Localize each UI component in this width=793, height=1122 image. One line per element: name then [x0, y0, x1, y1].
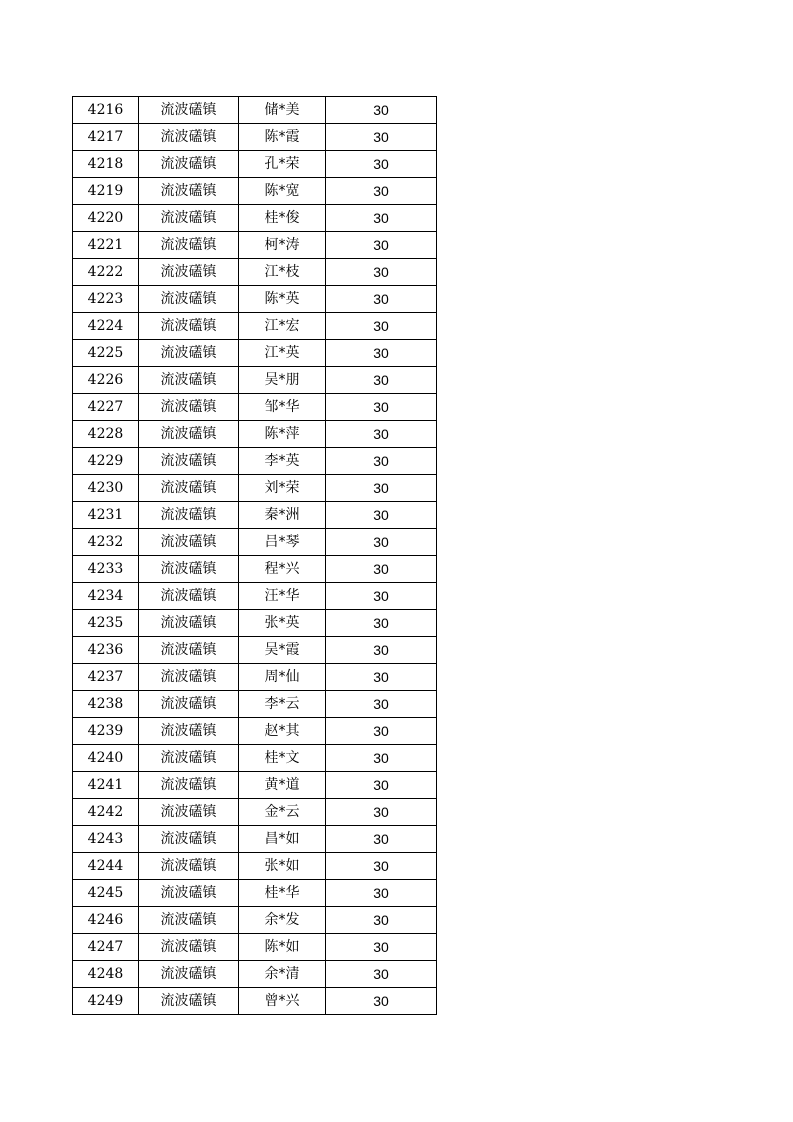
cell-serial-number: 4237	[73, 664, 139, 691]
cell-town: 流波礚镇	[139, 151, 239, 178]
table-row	[73, 178, 437, 205]
table-row	[73, 502, 437, 529]
cell-person-name: 刘*荣	[239, 475, 326, 502]
cell-amount: 30	[326, 610, 437, 637]
cell-amount: 30	[326, 124, 437, 151]
cell-amount: 30	[326, 853, 437, 880]
cell-town: 流波礚镇	[139, 340, 239, 367]
cell-town: 流波礚镇	[139, 313, 239, 340]
table-row	[73, 394, 437, 421]
cell-amount: 30	[326, 475, 437, 502]
table-row	[73, 529, 437, 556]
cell-person-name: 秦*洲	[239, 502, 326, 529]
cell-serial-number: 4241	[73, 772, 139, 799]
table-row	[73, 799, 437, 826]
cell-person-name: 余*清	[239, 961, 326, 988]
cell-serial-number: 4218	[73, 151, 139, 178]
table-row	[73, 556, 437, 583]
table-row	[73, 232, 437, 259]
table-row	[73, 934, 437, 961]
cell-town: 流波礚镇	[139, 583, 239, 610]
cell-town: 流波礚镇	[139, 475, 239, 502]
data-sheet	[72, 96, 437, 1015]
cell-serial-number: 4236	[73, 637, 139, 664]
table-row	[73, 340, 437, 367]
cell-town: 流波礚镇	[139, 691, 239, 718]
cell-amount: 30	[326, 718, 437, 745]
cell-serial-number: 4225	[73, 340, 139, 367]
cell-amount: 30	[326, 502, 437, 529]
table-row	[73, 718, 437, 745]
cell-serial-number: 4216	[73, 97, 139, 124]
table-row	[73, 961, 437, 988]
cell-town: 流波礚镇	[139, 799, 239, 826]
cell-amount: 30	[326, 826, 437, 853]
table-row	[73, 610, 437, 637]
cell-person-name: 汪*华	[239, 583, 326, 610]
cell-serial-number: 4245	[73, 880, 139, 907]
cell-serial-number: 4229	[73, 448, 139, 475]
cell-serial-number: 4242	[73, 799, 139, 826]
cell-person-name: 昌*如	[239, 826, 326, 853]
cell-serial-number: 4238	[73, 691, 139, 718]
cell-serial-number: 4222	[73, 259, 139, 286]
cell-person-name: 金*云	[239, 799, 326, 826]
table-row	[73, 826, 437, 853]
table-row	[73, 448, 437, 475]
table-row	[73, 583, 437, 610]
cell-serial-number: 4231	[73, 502, 139, 529]
cell-amount: 30	[326, 556, 437, 583]
cell-person-name: 张*英	[239, 610, 326, 637]
cell-amount: 30	[326, 448, 437, 475]
cell-town: 流波礚镇	[139, 880, 239, 907]
cell-person-name: 桂*俊	[239, 205, 326, 232]
cell-person-name: 吕*琴	[239, 529, 326, 556]
cell-person-name: 江*宏	[239, 313, 326, 340]
cell-serial-number: 4240	[73, 745, 139, 772]
table-row	[73, 907, 437, 934]
cell-amount: 30	[326, 583, 437, 610]
cell-person-name: 孔*荣	[239, 151, 326, 178]
cell-person-name: 陈*宽	[239, 178, 326, 205]
cell-town: 流波礚镇	[139, 232, 239, 259]
cell-serial-number: 4230	[73, 475, 139, 502]
cell-town: 流波礚镇	[139, 178, 239, 205]
cell-serial-number: 4232	[73, 529, 139, 556]
cell-town: 流波礚镇	[139, 772, 239, 799]
cell-serial-number: 4234	[73, 583, 139, 610]
cell-town: 流波礚镇	[139, 745, 239, 772]
cell-person-name: 储*美	[239, 97, 326, 124]
cell-person-name: 桂*华	[239, 880, 326, 907]
cell-serial-number: 4217	[73, 124, 139, 151]
table-row	[73, 772, 437, 799]
table-row	[73, 880, 437, 907]
cell-amount: 30	[326, 178, 437, 205]
table-row	[73, 691, 437, 718]
cell-person-name: 柯*涛	[239, 232, 326, 259]
cell-person-name: 黄*道	[239, 772, 326, 799]
cell-town: 流波礚镇	[139, 556, 239, 583]
cell-town: 流波礚镇	[139, 97, 239, 124]
cell-town: 流波礚镇	[139, 664, 239, 691]
cell-amount: 30	[326, 799, 437, 826]
cell-person-name: 吴*霞	[239, 637, 326, 664]
cell-amount: 30	[326, 529, 437, 556]
cell-person-name: 桂*文	[239, 745, 326, 772]
cell-serial-number: 4228	[73, 421, 139, 448]
cell-amount: 30	[326, 286, 437, 313]
cell-person-name: 陈*霞	[239, 124, 326, 151]
table-row	[73, 286, 437, 313]
cell-serial-number: 4226	[73, 367, 139, 394]
cell-person-name: 赵*其	[239, 718, 326, 745]
cell-person-name: 曾*兴	[239, 988, 326, 1015]
cell-person-name: 吴*朋	[239, 367, 326, 394]
cell-person-name: 江*英	[239, 340, 326, 367]
table-row	[73, 205, 437, 232]
cell-town: 流波礚镇	[139, 610, 239, 637]
cell-amount: 30	[326, 637, 437, 664]
cell-person-name: 程*兴	[239, 556, 326, 583]
records-table	[72, 96, 437, 1015]
cell-amount: 30	[326, 151, 437, 178]
cell-town: 流波礚镇	[139, 826, 239, 853]
cell-serial-number: 4227	[73, 394, 139, 421]
cell-serial-number: 4233	[73, 556, 139, 583]
cell-amount: 30	[326, 907, 437, 934]
table-row	[73, 637, 437, 664]
cell-amount: 30	[326, 421, 437, 448]
cell-serial-number: 4223	[73, 286, 139, 313]
cell-town: 流波礚镇	[139, 205, 239, 232]
cell-person-name: 邹*华	[239, 394, 326, 421]
cell-person-name: 陈*萍	[239, 421, 326, 448]
cell-person-name: 江*枝	[239, 259, 326, 286]
cell-town: 流波礚镇	[139, 421, 239, 448]
cell-person-name: 周*仙	[239, 664, 326, 691]
cell-serial-number: 4221	[73, 232, 139, 259]
cell-amount: 30	[326, 880, 437, 907]
cell-town: 流波礚镇	[139, 988, 239, 1015]
cell-town: 流波礚镇	[139, 259, 239, 286]
cell-person-name: 陈*如	[239, 934, 326, 961]
table-row	[73, 313, 437, 340]
cell-serial-number: 4246	[73, 907, 139, 934]
table-row	[73, 97, 437, 124]
cell-serial-number: 4247	[73, 934, 139, 961]
cell-town: 流波礚镇	[139, 853, 239, 880]
cell-serial-number: 4249	[73, 988, 139, 1015]
cell-town: 流波礚镇	[139, 934, 239, 961]
cell-town: 流波礚镇	[139, 448, 239, 475]
cell-town: 流波礚镇	[139, 961, 239, 988]
cell-person-name: 李*云	[239, 691, 326, 718]
cell-amount: 30	[326, 232, 437, 259]
table-row	[73, 151, 437, 178]
table-row	[73, 475, 437, 502]
table-row	[73, 421, 437, 448]
cell-amount: 30	[326, 772, 437, 799]
table-row	[73, 664, 437, 691]
cell-serial-number: 4235	[73, 610, 139, 637]
cell-town: 流波礚镇	[139, 502, 239, 529]
cell-serial-number: 4239	[73, 718, 139, 745]
cell-amount: 30	[326, 664, 437, 691]
cell-serial-number: 4243	[73, 826, 139, 853]
table-row	[73, 124, 437, 151]
cell-serial-number: 4224	[73, 313, 139, 340]
cell-town: 流波礚镇	[139, 907, 239, 934]
cell-person-name: 陈*英	[239, 286, 326, 313]
cell-person-name: 张*如	[239, 853, 326, 880]
cell-amount: 30	[326, 340, 437, 367]
cell-town: 流波礚镇	[139, 286, 239, 313]
cell-serial-number: 4220	[73, 205, 139, 232]
cell-amount: 30	[326, 97, 437, 124]
table-row	[73, 367, 437, 394]
cell-town: 流波礚镇	[139, 367, 239, 394]
cell-amount: 30	[326, 313, 437, 340]
cell-town: 流波礚镇	[139, 718, 239, 745]
cell-serial-number: 4244	[73, 853, 139, 880]
cell-amount: 30	[326, 367, 437, 394]
cell-town: 流波礚镇	[139, 637, 239, 664]
cell-town: 流波礚镇	[139, 124, 239, 151]
table-row	[73, 745, 437, 772]
cell-amount: 30	[326, 394, 437, 421]
cell-amount: 30	[326, 205, 437, 232]
cell-town: 流波礚镇	[139, 529, 239, 556]
cell-amount: 30	[326, 745, 437, 772]
table-row	[73, 988, 437, 1015]
cell-person-name: 李*英	[239, 448, 326, 475]
cell-serial-number: 4248	[73, 961, 139, 988]
table-row	[73, 259, 437, 286]
cell-amount: 30	[326, 259, 437, 286]
cell-amount: 30	[326, 934, 437, 961]
cell-amount: 30	[326, 988, 437, 1015]
cell-amount: 30	[326, 691, 437, 718]
table-row	[73, 853, 437, 880]
cell-town: 流波礚镇	[139, 394, 239, 421]
records-table-body	[73, 97, 437, 1015]
cell-serial-number: 4219	[73, 178, 139, 205]
cell-person-name: 余*发	[239, 907, 326, 934]
cell-amount: 30	[326, 961, 437, 988]
